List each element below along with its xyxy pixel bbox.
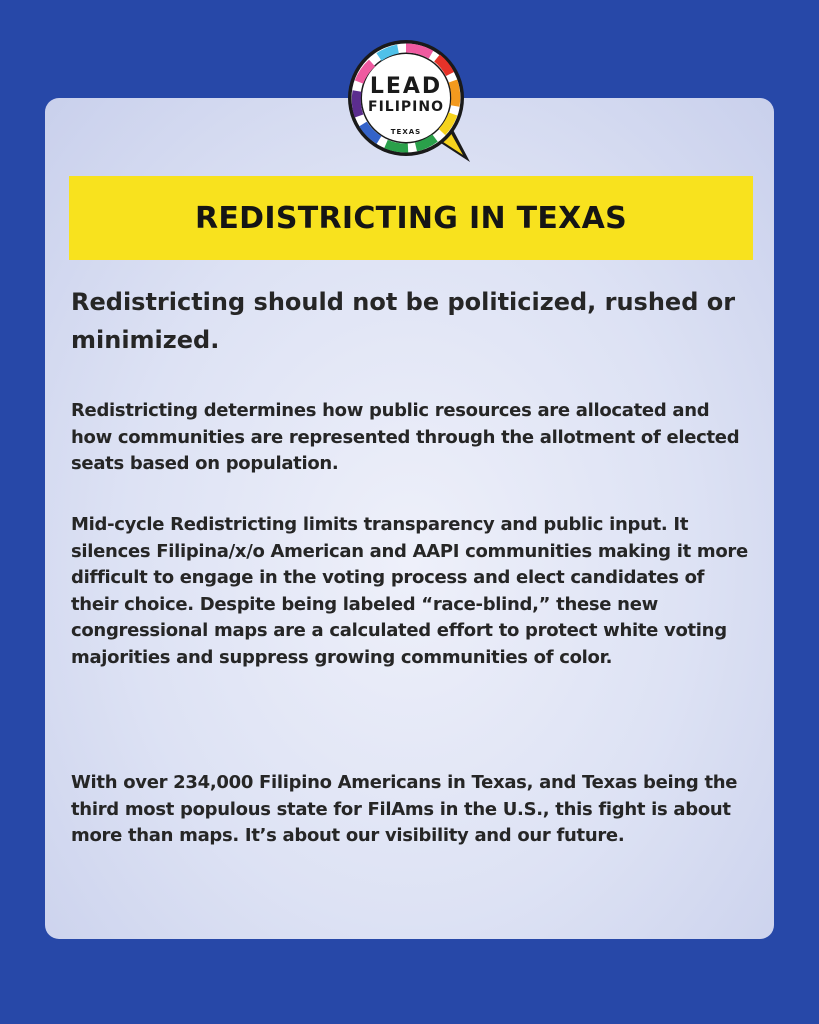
title-banner: [69, 176, 753, 260]
logo-text-lead: LEAD: [369, 74, 443, 99]
logo-text-filipino: FILIPINO: [368, 99, 444, 115]
lead-filipino-logo: [346, 36, 474, 164]
paragraph-3: With over 234,000 Filipino Americans in Texas, and Texas being the third most populous state for FilAms in the U.S., this fight is about more than maps. It’s about our visibility and our future.: [71, 772, 738, 846]
headline: Redistricting should not be politicized, rushed or minimized.: [71, 288, 736, 354]
paragraph-2: Mid-cycle Redistricting limits transparency and public input. It silences Filipina/x/o American and AAPI communities making it more difficult to engage in the voting process and elect candidates of their choice. Despite being labeled “race-blind,” these new congressional maps are a calculated effort to protect white voting majorities and suppress growing communities of color.: [71, 514, 748, 668]
paragraph-1: Redistricting determines how public resources are allocated and how communities are represented through the allotment of elected seats based on population.: [71, 400, 740, 474]
page-title: REDISTRICTING IN TEXAS: [194, 200, 628, 236]
logo-text-texas: TEXAS: [390, 128, 422, 136]
